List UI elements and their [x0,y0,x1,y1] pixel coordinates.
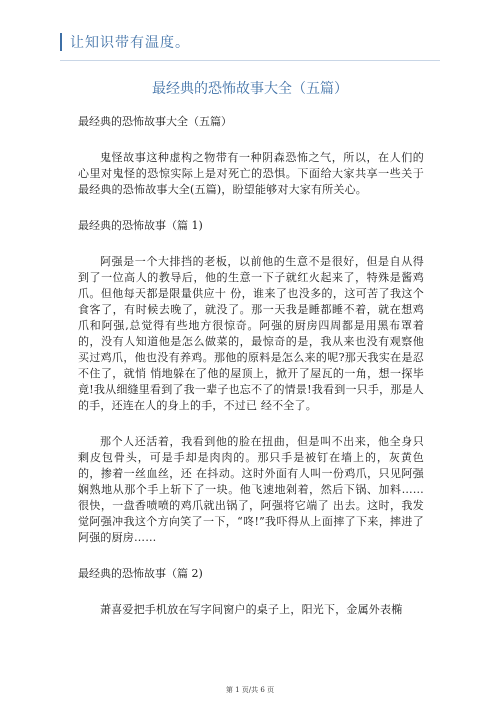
story-1-paragraph-1: 阿强是一个大排挡的老板，以前他的生意不是很好，但是自从得到了一位高人的教导后，他的生意一下子就红火起来了，特殊是酱鸡爪。但他每天都是限量供应十 份，谁来了也没多的，这可苦了我这个食客了，有时候去晚了，就没了。那一天我是睡都睡不着，就在想鸡爪和阿强,总觉得有些地方很惊奇。阿强的厨房四周都是用黑布罩着的，没有人知道他是怎么做菜的，最惊奇的是，我从来也没有观察他买过鸡爪，他也没有养鸡。那他的原料是怎么来的呢?那天我实在是忍不住了，就悄 悄地躲在了他的屋顶上，掀开了屋瓦的一角，想一探毕竟!我从细缝里看到了我一辈子也忘不了的情景!我看到一只手，那是人的手，还连在人的身上的手，不过已 经不全了。 [78,255,424,412]
document-body [78,114,424,638]
story-2-paragraph-1: 萧喜爱把手机放在写字间窗户的桌子上，阳光下，金属外表椭 [100,603,403,616]
header-divider [60,60,440,61]
section-heading-story-1: 最经典的恐怖故事（篇 1) [78,219,203,232]
section-heading-main: 最经典的恐怖故事大全（五篇） [78,115,232,128]
intro-paragraph: 鬼怪故事这种虚构之物带有一种阴森恐怖之气，所以，在人们的心里对鬼怪的恐惊实际上是对死亡的恐惧。下面给大家共享一些关于最经典的恐怖故事大全(五篇)，盼望能够对大家有所关心。 [78,151,424,196]
document-title: 最经典的恐怖故事大全（五篇） [152,81,348,97]
page-footer: 第 1 页/共 6 页 [225,686,275,694]
story-1-paragraph-2: 那个人还活着，我看到他的脸在扭曲，但是叫不出来，他全身只剩皮包骨头，可是手却是肉肉的。那只手是被钉在墙上的，灰黄色的，掺着一丝血丝，还 在抖动。这时外面有人叫一份鸡爪，只见阿强娴熟地从那个手上斩下了一块。他飞速地剁着，然后下锅、加料……很快，一盘香喷喷的鸡爪就出锅了，阿强将它端了 出去。这时，我发觉阿强冲我这个方向笑了一下，“咚!”我吓得从上面摔了下来，摔进了阿强的厨房…… [78,435,424,544]
header-accent-bar [60,33,62,51]
header [60,32,190,52]
header-slogan: 让知识带有温度。 [70,35,190,51]
section-heading-story-2: 最经典的恐怖故事（篇 2) [78,567,203,580]
